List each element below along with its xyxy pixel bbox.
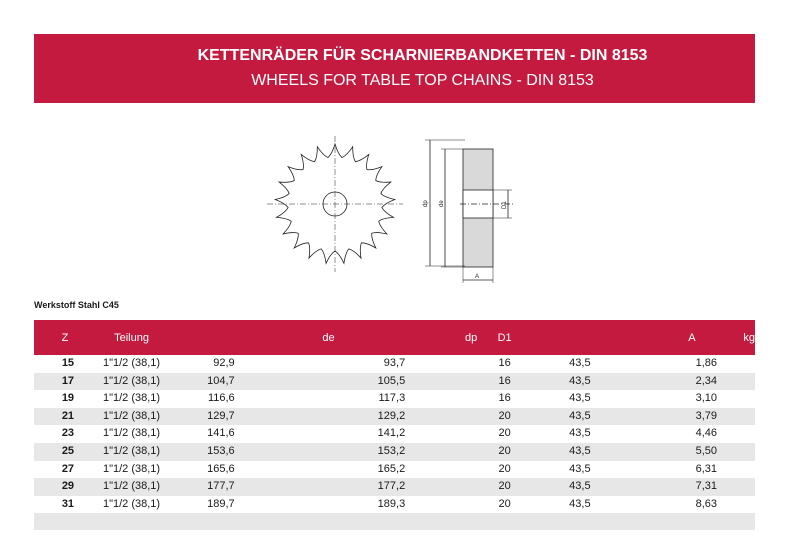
table-cell — [696, 496, 755, 514]
table-cell — [335, 443, 478, 461]
cell-value: 93,7 — [383, 357, 406, 369]
cell-value: 141,6 — [207, 427, 235, 440]
cell-value: 141,2 — [377, 427, 406, 440]
table-cell — [96, 443, 167, 461]
table-cell — [532, 478, 696, 496]
cell-value: 43,5 — [569, 409, 591, 422]
table-cell — [696, 443, 755, 461]
table-cell — [477, 443, 532, 461]
cell-value: 116,6 — [207, 392, 235, 405]
table-row — [34, 478, 755, 496]
table-row — [34, 496, 755, 514]
table-cell — [34, 425, 96, 443]
table-cell — [167, 390, 335, 408]
cell-value: 20 — [498, 462, 511, 475]
cell-value: 43,5 — [569, 392, 591, 405]
table-cell — [696, 425, 755, 443]
cell-value: 177,2 — [377, 480, 406, 493]
cell-value: 43,5 — [569, 374, 591, 387]
cell-value: 1"1/2 (38,1) — [102, 497, 161, 510]
table-cell — [96, 373, 167, 391]
cell-value: 1"1/2 (38,1) — [102, 392, 161, 405]
table-cell — [696, 478, 755, 496]
tooth-count: 25 — [61, 444, 75, 457]
cell-value: 20 — [498, 427, 511, 440]
sprocket-side-view — [425, 140, 515, 283]
table-cell — [532, 496, 696, 514]
tooth-count: 21 — [61, 409, 75, 422]
header-de: de — [167, 320, 335, 355]
cell-value: 177,7 — [207, 480, 235, 493]
table-cell — [335, 461, 478, 479]
cell-value: 1"1/2 (38,1) — [102, 374, 161, 387]
cell-value: 1,86 — [695, 357, 717, 369]
table-cell — [477, 355, 532, 373]
header-a: A — [532, 320, 696, 355]
cell-value: 189,7 — [207, 497, 235, 510]
table-cell — [335, 425, 478, 443]
table-cell — [477, 478, 532, 496]
cell-value: 7,31 — [695, 480, 717, 493]
cell-value: 5,50 — [695, 444, 717, 457]
table-row — [34, 425, 755, 443]
tooth-count: 17 — [61, 374, 75, 387]
header-teilung: Teilung — [96, 320, 167, 355]
cell-value: 43,5 — [569, 462, 591, 475]
cell-value: 1"1/2 (38,1) — [102, 444, 161, 457]
cell-value: 129,2 — [377, 409, 406, 422]
header-d1: D1 — [477, 320, 532, 355]
table-cell — [532, 425, 696, 443]
cell-value: 3,79 — [695, 409, 717, 422]
table-cell — [34, 355, 96, 373]
table-cell — [167, 496, 335, 514]
dim-label-de: de — [439, 200, 445, 207]
title-german: KETTENRÄDER FÜR SCHARNIERBANDKETTEN - DIN 8153 — [197, 47, 648, 64]
table-cell — [696, 461, 755, 479]
table-row — [34, 443, 755, 461]
title-banner — [34, 34, 755, 103]
cell-value: 3,10 — [695, 392, 717, 405]
cell-value: 165,6 — [207, 462, 235, 475]
cell-value: 16 — [498, 374, 511, 387]
cell-value: 16 — [498, 357, 511, 369]
table-cell — [335, 373, 478, 391]
table-cell — [34, 496, 96, 514]
table-cell — [696, 355, 755, 373]
table-cell — [477, 373, 532, 391]
table-cell — [477, 408, 532, 426]
table-cell — [532, 461, 696, 479]
table-cell — [96, 425, 167, 443]
table-cell — [96, 390, 167, 408]
table-row — [34, 461, 755, 479]
sprocket-front-view — [267, 136, 403, 272]
table-row — [34, 373, 755, 391]
table-row — [34, 390, 755, 408]
cell-value: 43,5 — [569, 427, 591, 440]
table-cell — [335, 478, 478, 496]
table-cell — [532, 373, 696, 391]
table-cell — [477, 425, 532, 443]
table-cell — [34, 461, 96, 479]
cell-value: 1"1/2 (38,1) — [102, 427, 161, 440]
header-kg: kg — [696, 320, 755, 355]
cell-value: 117,3 — [378, 392, 406, 405]
cell-value: 165,2 — [377, 462, 406, 475]
table-cell — [477, 461, 532, 479]
cell-value: 92,9 — [213, 357, 235, 369]
cell-value: 153,2 — [377, 444, 406, 457]
tooth-count: 19 — [61, 392, 75, 405]
cell-value: 43,5 — [569, 444, 591, 457]
cell-value: 8,63 — [695, 497, 717, 510]
table-cell — [335, 390, 478, 408]
tooth-count: 29 — [61, 480, 75, 493]
cell-value: 104,7 — [207, 374, 235, 387]
table-cell — [477, 496, 532, 514]
cell-value: 20 — [498, 497, 511, 510]
header-dp: dp — [335, 320, 478, 355]
tooth-count: 23 — [61, 427, 75, 440]
table-cell — [96, 408, 167, 426]
cell-value: 189,3 — [377, 497, 406, 510]
cell-value: 6,31 — [695, 462, 717, 475]
table-row-empty — [34, 513, 755, 530]
cell-value: 43,5 — [569, 357, 591, 369]
table-cell — [335, 355, 478, 373]
table-cell — [532, 390, 696, 408]
table-cell — [532, 355, 696, 373]
table-cell — [96, 478, 167, 496]
cell-value: 16 — [498, 392, 511, 405]
table-cell — [696, 390, 755, 408]
table-cell — [96, 355, 167, 373]
table-cell — [696, 373, 755, 391]
table-cell — [34, 373, 96, 391]
table-cell — [167, 461, 335, 479]
table-cell — [34, 478, 96, 496]
cell-value: 1"1/2 (38,1) — [102, 357, 161, 369]
tooth-count: 15 — [61, 357, 75, 369]
table-cell — [167, 425, 335, 443]
table-cell — [696, 408, 755, 426]
cell-value: 43,5 — [569, 497, 591, 510]
cell-value: 4,46 — [695, 427, 717, 440]
cell-value: 20 — [498, 409, 511, 422]
cell-value: 1"1/2 (38,1) — [102, 480, 161, 493]
table-cell — [34, 390, 96, 408]
table-cell — [96, 461, 167, 479]
cell-value: 1"1/2 (38,1) — [102, 409, 161, 422]
cell-value: 43,5 — [569, 480, 591, 493]
table-cell — [167, 443, 335, 461]
table-cell-empty — [34, 513, 755, 530]
dim-label-dp: dp — [423, 200, 429, 207]
sprocket-technical-drawing — [265, 135, 535, 285]
table-cell — [532, 408, 696, 426]
cell-value: 2,34 — [695, 374, 717, 387]
wheel-specification-table — [34, 320, 755, 530]
table-row — [34, 408, 755, 426]
table-cell — [167, 373, 335, 391]
cell-value: 153,6 — [207, 444, 235, 457]
dim-label-a: A — [475, 274, 480, 280]
table-row — [34, 355, 755, 373]
table-cell — [335, 496, 478, 514]
title-english: WHEELS FOR TABLE TOP CHAINS - DIN 8153 — [251, 72, 594, 89]
cell-value: 129,7 — [207, 409, 235, 422]
tooth-count: 31 — [61, 497, 75, 510]
table-cell — [34, 408, 96, 426]
table-cell — [532, 443, 696, 461]
cell-value: 20 — [498, 480, 511, 493]
table-cell — [167, 408, 335, 426]
table-cell — [167, 355, 335, 373]
table-cell — [34, 443, 96, 461]
table-cell — [96, 496, 167, 514]
material-note: Werkstoff Stahl C45 — [34, 300, 119, 310]
header-z: Z — [34, 320, 96, 355]
dim-label-d1: D1 — [502, 201, 508, 209]
cell-value: 105,5 — [377, 374, 406, 387]
tooth-count: 27 — [61, 462, 75, 475]
table-cell — [167, 478, 335, 496]
table-header-row — [34, 320, 755, 355]
table-cell — [335, 408, 478, 426]
table-cell — [477, 390, 532, 408]
cell-value: 20 — [498, 444, 511, 457]
cell-value: 1"1/2 (38,1) — [102, 462, 161, 475]
